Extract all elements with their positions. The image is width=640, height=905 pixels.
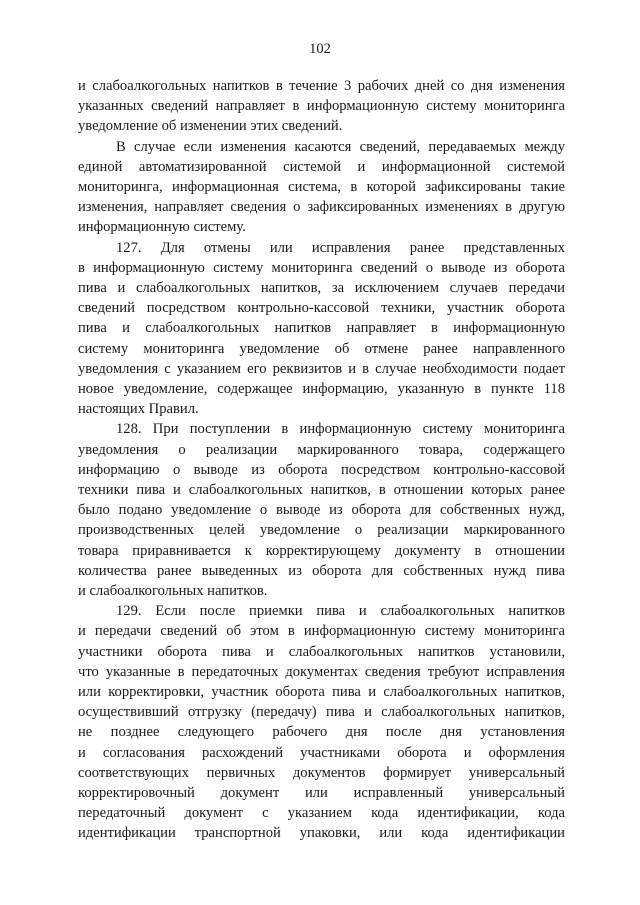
- text-line: производственных целей уведомление о реализации маркированного: [78, 522, 565, 539]
- text-line: 128. При поступлении в информационную систему мониторинга: [116, 421, 565, 438]
- text-line: идентификации транспортной упаковки, или кода идентификации: [78, 825, 565, 842]
- text-line: единой автоматизированной системой и информационной системой: [78, 158, 565, 175]
- text-line: 127. Для отмены или исправления ранее представленных: [116, 239, 565, 256]
- text-line: изменения, направляет сведения о зафиксированных изменениях в другую: [78, 199, 565, 216]
- text-line: техники пива и слабоалкогольных напитков, в отношении которых ранее: [78, 482, 565, 498]
- text-line: пива и слабоалкогольных напитков, за исключением случаев передачи: [78, 280, 565, 296]
- text-line: товара приравнивается к корректирующему документу в отношении: [78, 542, 565, 559]
- text-line: и слабоалкогольных напитков.: [78, 583, 268, 599]
- text-line: 129. Если после приемки пива и слабоалкогольных напитков: [116, 603, 565, 620]
- text-line: систему мониторинга уведомление об отмене ранее направленного: [78, 340, 565, 357]
- text-line: корректировочный документ или исправленный универсальный: [78, 785, 565, 801]
- text-line: участники оборота пива и слабоалкогольных напитков установили,: [78, 643, 565, 660]
- text-line: количества ранее выведенных из оборота для собственных нужд пива: [78, 562, 565, 579]
- text-line: осуществивший отгрузку (передачу) пива и слабоалкогольных напитков,: [78, 704, 565, 721]
- text-line: что указанные в передаточных документах сведения требуют исправления: [78, 663, 565, 680]
- text-line: В случае если изменения касаются сведений, передаваемых между: [116, 138, 565, 155]
- text-line: пива и слабоалкогольных напитков направляет в информационную: [78, 320, 565, 337]
- text-line: и слабоалкогольных напитков в течение 3 рабочих дней со дня изменения: [78, 78, 565, 94]
- text-line: соответствующих первичных документов формирует универсальный: [78, 764, 565, 781]
- text-line: указанных сведений направляет в информационную систему мониторинга: [78, 98, 565, 115]
- text-line: новое уведомление, содержащее информацию, указанную в пункте 118: [78, 381, 565, 397]
- text-line: было подано уведомление о выводе из оборота для собственных нужд,: [78, 502, 565, 519]
- text-line: или корректировки, участник оборота пива и слабоалкогольных напитков,: [78, 684, 565, 700]
- text-line: уведомления с указанием его реквизитов и в случае необходимости подает: [78, 360, 565, 377]
- text-line: уведомления о реализации маркированного товара, содержащего: [78, 441, 565, 458]
- text-line: настоящих Правил.: [78, 401, 199, 418]
- text-line: не позднее следующего рабочего дня после дня установления: [78, 724, 565, 741]
- text-line: и передачи сведений об этом в информационную систему мониторинга: [78, 623, 565, 640]
- text-line: передаточный документ с указанием кода идентификации, кода: [78, 805, 565, 822]
- text-line: уведомление об изменении этих сведений.: [78, 118, 343, 135]
- text-line: и согласования расхождений участниками оборота и оформления: [78, 744, 565, 761]
- text-line: сведений посредством контрольно-кассовой техники, участник оборота: [78, 300, 565, 317]
- text-line: информацию о выводе из оборота посредством контрольно-кассовой: [78, 461, 565, 478]
- text-line: информационную систему.: [78, 219, 246, 236]
- text-line: в информационную систему мониторинга сведений о выводе из оборота: [78, 259, 565, 276]
- page-number: 102: [309, 41, 331, 57]
- text-line: мониторинга, информационная система, в которой зафиксированы такие: [78, 179, 565, 195]
